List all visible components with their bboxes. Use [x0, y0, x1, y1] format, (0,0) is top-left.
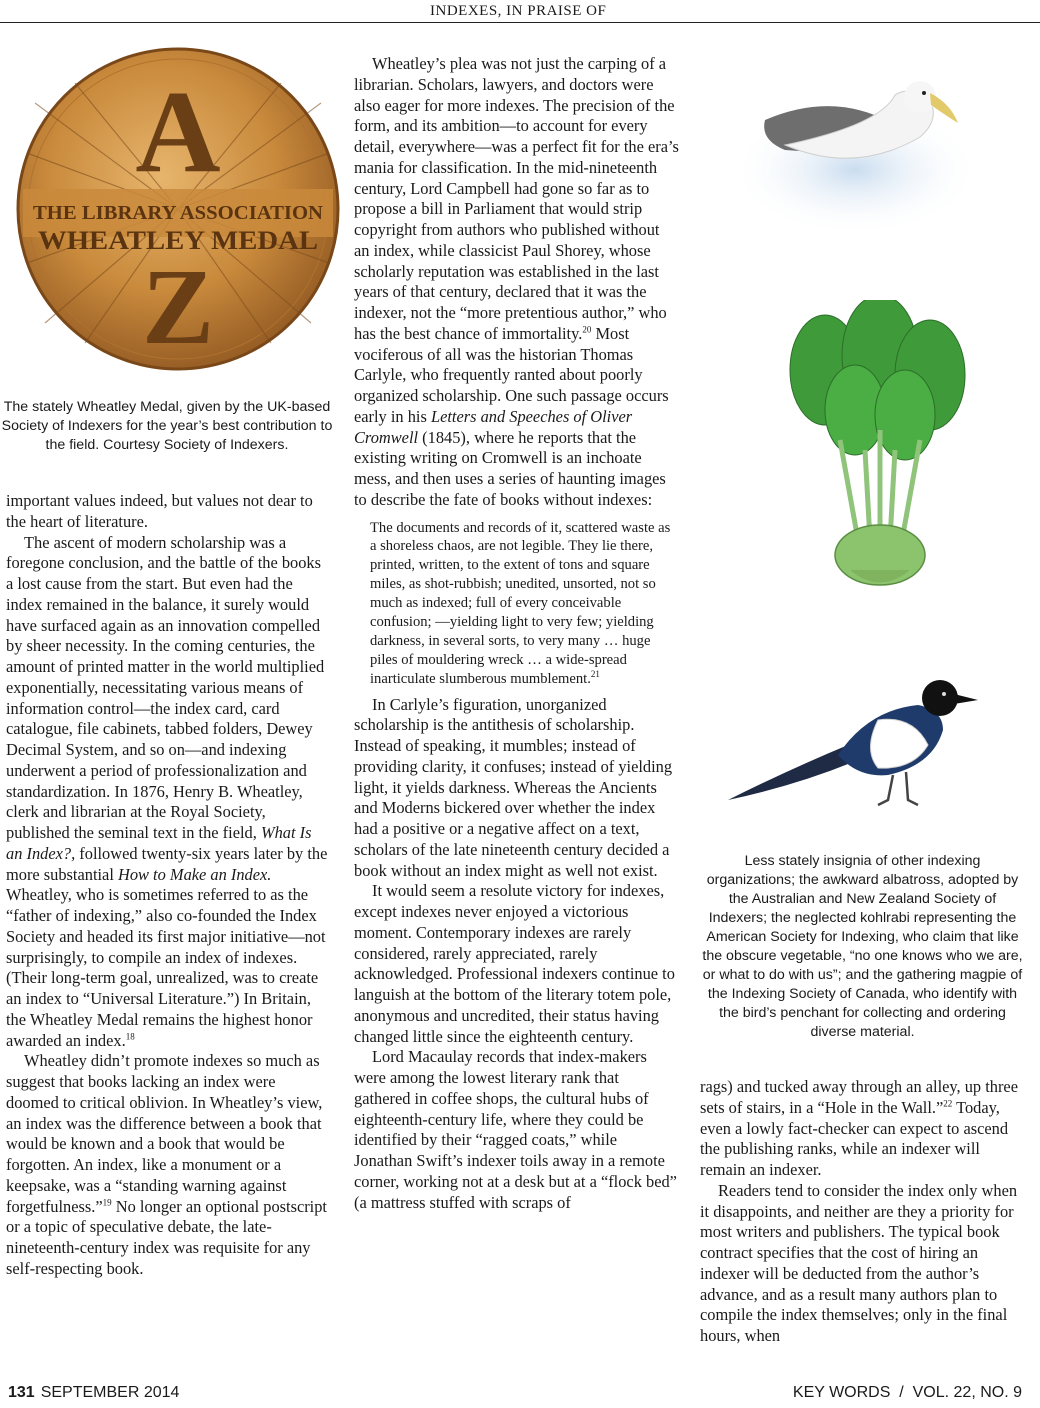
- col2-paragraph-2: In Carlyle’s figuration, unorganized scholarship is the antithesis of scholarship. Instead of speaking, it mumbles; instead of providing clarity, it confuses; instead of yielding light, it yields darkness. Whereas the Ancients and Moderns bickered over whether the index had a positive or a negative affect on a text, scholars of the late nineteenth century decided a book without an index might as well not exist.: [354, 694, 673, 880]
- column-2: [354, 54, 679, 1213]
- medal-line2: WHEATLEY MEDAL: [38, 226, 318, 255]
- medal-caption: The stately Wheatley Medal, given by the UK-based Society of Indexers for the year’s best contribution to the field. Courtesy Society of Indexers.: [1, 399, 333, 453]
- footnote-ref-19[interactable]: 19: [102, 1197, 112, 1208]
- column-3: [700, 1077, 1025, 1347]
- insignia-caption: Less stately insignia of other indexing organizations; the awkward albatross, adopted by the Australian and New Zealand Society of Indexers; the neglected kohlrabi representing the American Society for Indexing, who claim that like the obscure vegetable, “no one knows who we are, or what to do with us”; and the gathering magpie of the Indexing Society of Canada, who identify with the bird’s penchant for collecting and ordering diverse material.: [702, 853, 1023, 1040]
- page-footer: [0, 1382, 1040, 1408]
- publication-info: KEY WORDS / VOL. 22, NO. 9: [792, 1384, 1022, 1401]
- column-1: [6, 491, 331, 1280]
- medal-line1: THE LIBRARY ASSOCIATION: [33, 202, 324, 224]
- medal-letter-a: A: [135, 66, 221, 197]
- col3-paragraph-2: Readers tend to consider the index only when it disappoints, and neither are they a priority for most writers and publishers. The typical book contract specifies that the cost of hiring an indexer will be deducted from the author’s advance, and as a result many authors plan to compile the index themselves; only in the final hours, when: [700, 1180, 1018, 1345]
- running-head: [0, 0, 1040, 23]
- footnote-ref-20[interactable]: 20: [582, 324, 592, 335]
- col1-paragraph-1: important values indeed, but values not dear to the heart of literature.: [6, 491, 313, 531]
- kohlrabi-icon: [780, 300, 980, 600]
- footnote-ref-22[interactable]: 22: [943, 1098, 953, 1109]
- running-head-text: INDEXES, IN PRAISE OF: [430, 3, 607, 19]
- medal-letter-z: Z: [141, 248, 215, 367]
- albatross-icon: [745, 65, 995, 235]
- wheatley-medal-image: [15, 43, 341, 375]
- issue-date: SEPTEMBER 2014: [40, 1384, 180, 1401]
- page-number: 131: [8, 1384, 35, 1401]
- col3-paragraph-1: rags) and tucked away through an alley, up three sets of stairs, in a “Hole in the Wall.”$^{22}$ Today, even a lowly fact-checker can expect to ascend the publishing ranks, while an indexer will remain an indexer.: [700, 1077, 1018, 1179]
- magpie-icon: [728, 660, 998, 810]
- col2-paragraph-3: It would seem a resolute victory for indexes, except indexes never enjoyed a victorious moment. Contemporary indexes are rarely considered, rarely appreciated, rarely acknowledged. Professional indexers continue to languish at the bottom of the literary totem pole, anonymous and uncredited, their status having changed little since the eighteenth century.: [354, 881, 675, 1046]
- footnote-ref-21[interactable]: 21: [590, 668, 600, 679]
- col2-paragraph-1: Wheatley’s plea was not just the carping of a librarian. Scholars, lawyers, and doctors were also eager for more indexes. The precision of the form, and its ambition—to account for every detail, everywhere—was a perfect fit for the era’s mania for classification. In the mid-nineteenth century, Lord Campbell had gone so far as to propose a bill in Parliament that would strip copyright from authors who published without an index, while classicist Paul Shorey, whose scholarly reputation was established in the last years of that century, declared that it was the indexer, not the “more pretentious author,” who has the best chance of immortality.$^{20}$ Most vociferous of all was the historian Thomas Carlyle, who frequently ranted about poorly organized scholarship. One such passage occurs early in his Letters and Speeches of Oliver Cromwell (1845), where he reports that the existing writing on Cromwell is an inchoate mess, and then uses a series of haunting images to describe the fate of books without indexes:: [354, 54, 679, 509]
- col2-paragraph-4: Lord Macaulay records that index-makers were among the lowest literary rank that gathered in coffee shops, the cultural hubs of eighteenth-century life, where they could be identified by their “ragged coats,” while Jonathan Swift’s indexer toils away in a remote corner, working not at a desk but at a “flock bed” (a mattress stuffed with scraps of: [354, 1047, 677, 1212]
- col1-paragraph-2: The ascent of modern scholarship was a foregone conclusion, and the battle of the books a lost cause from the start. But even had the index remained in the balance, it surely would have surfaced again as an innovation compelled by sheer necessity. In the coming centuries, the amount of printed matter in the world multiplied exponentially, necessitating various means of information control—the index card, card catalogue, file cabinets, tabbed folders, Dewey Decimal System, and so on—and indexing underwent a period of professionalization and standardization. In 1876, Henry B. Wheatley, clerk and librarian at the Royal Society, published the seminal text in the field, What Is an Index?, followed twenty-six years later by the more substantial How to Make an Index. Wheatley, who is sometimes referred to as the “father of indexing,” also co-founded the Index Society and headed its first major initiative—not surprisingly, to compile an index of indexes. (Their long-term goal, unrealized, was to create an index to “Universal Literature.”) In Britain, the Wheatley Medal remains the highest honor awarded an index.$^{18}$: [6, 532, 328, 1050]
- carlyle-blockquote: The documents and records of it, scattered waste as a shoreless chaos, are not legible. They lie there, printed, written, to the extent of tons and square miles, as shot-rubbish; unedited, unsorted, not so much as indexed; full of every conceivable confusion; —yielding light to very few; yielding darkness, in several sorts, to very many … huge piles of mouldering wreck … a wide-spread inarticulate slumberous mumblement.$^{21}$: [370, 519, 671, 687]
- footnote-ref-18[interactable]: 18: [125, 1031, 135, 1042]
- footer-left: [8, 1384, 179, 1402]
- col1-paragraph-3: Wheatley didn’t promote indexes so much as suggest that books lacking an index were doomed to critical oblivion. In Wheatley’s view, an index was the difference between a book that would be known and a book that would be forgotten. An index, like a monument or a keepsake, was a “standing warning against forgetfulness.”$^{19}$ No longer an optional postscript or a topic of speculative debate, the late-nineteenth-century index was requisite for any self-respecting book.: [6, 1051, 327, 1278]
